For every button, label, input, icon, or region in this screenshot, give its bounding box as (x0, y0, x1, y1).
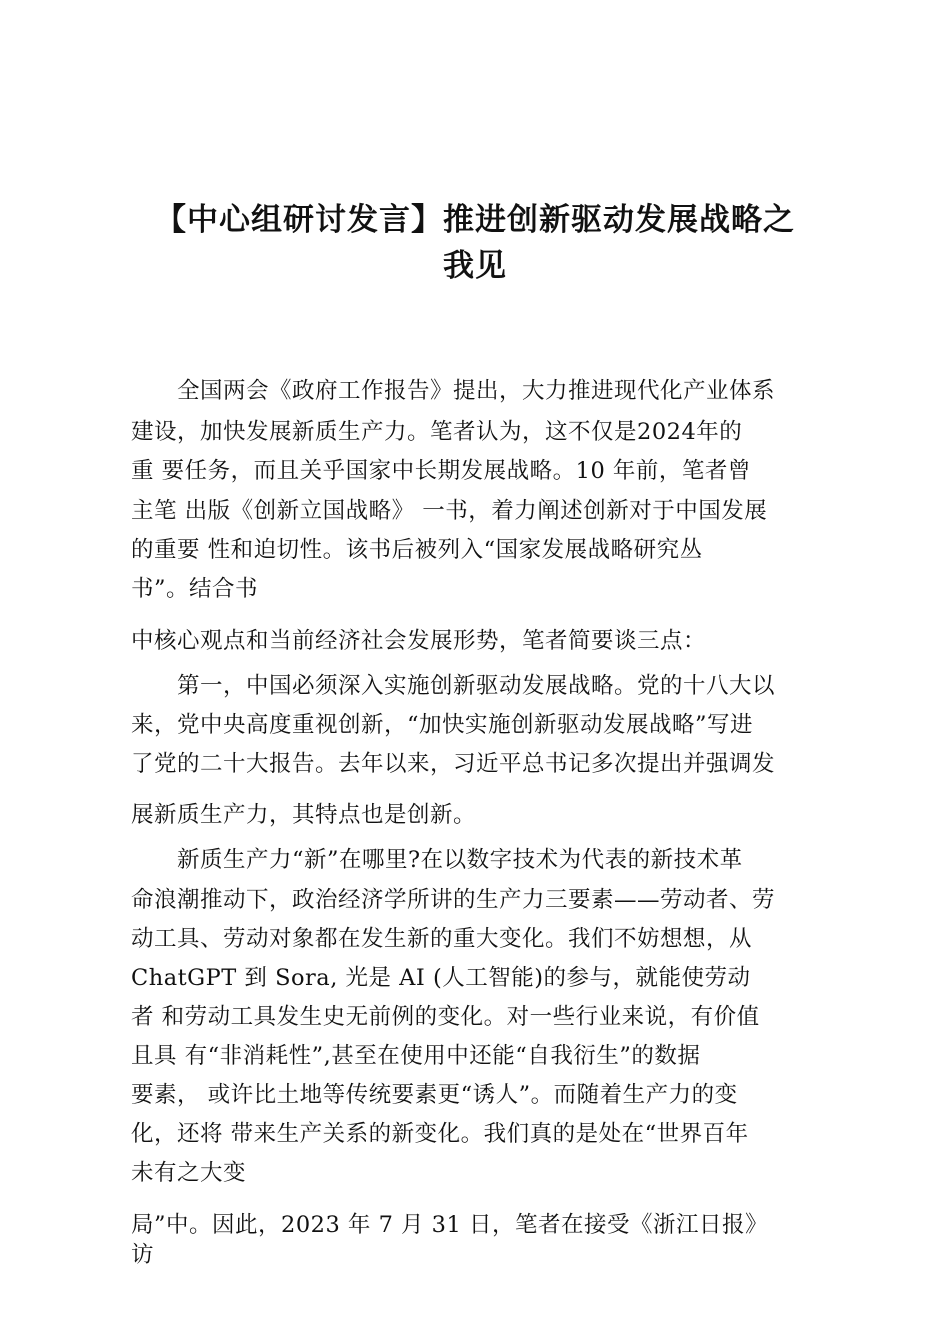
text-line: 未有之大变 (131, 1160, 247, 1186)
text-line: 展新质生产力，其特点也是创新。 (131, 802, 477, 828)
title-line-2: 我见 (443, 248, 507, 284)
text-line: ChatGPT 到 Sora, 光是 AI (人工智能)的参与，就能使劳动 (131, 965, 751, 991)
text-line: 中核心观点和当前经济社会发展形势，笔者简要谈三点： (131, 628, 707, 654)
text-line: 新质生产力“新”在哪里?在以数字技术为代表的新技术革 (131, 847, 743, 873)
text-line: 书”。结合书 (131, 576, 259, 602)
text-line: 主笔 出版《创新立国战略》 一书，着力阐述创新对于中国发展 (131, 498, 768, 524)
text-line: 了党的二十大报告。去年以来，习近平总书记多次提出并强调发 (131, 751, 776, 777)
text-line: 来，党中央高度重视创新，“加快实施创新驱动发展战略”写进 (131, 712, 754, 738)
text-line: 的重要 性和迫切性。该书后被列入“国家发展战略研究丛 (131, 537, 703, 563)
text-line: 局”中。因此，2023 年 7 月 31 日，笔者在接受《浙江日报》 (131, 1212, 768, 1238)
text-line: 要素， 或许比土地等传统要素更“诱人”。而随着生产力的变 (131, 1082, 738, 1108)
text-line: 化，还将 带来生产关系的新变化。我们真的是处在“世界百年 (131, 1121, 749, 1147)
text-line: 访 (131, 1242, 155, 1268)
text-line: 建设，加快发展新质生产力。笔者认为，这不仅是2024年的 (131, 419, 743, 445)
text-line: 者 和劳动工具发生史无前例的变化。对一些行业来说，有价值 (131, 1004, 760, 1030)
text-line: 第一，中国必须深入实施创新驱动发展战略。党的十八大以 (131, 673, 776, 699)
title-line-1: 【中心组研讨发言】推进创新驱动发展战略之 (155, 202, 795, 238)
text-line: 全国两会《政府工作报告》提出，大力推进现代化产业体系 (131, 378, 776, 404)
document-title (100, 197, 850, 289)
text-line: 动工具、劳动对象都在发生新的重大变化。我们不妨想想，从 (131, 926, 753, 952)
text-line: 命浪潮推动下，政治经济学所讲的生产力三要素——劳动者、劳 (131, 887, 776, 913)
text-line: 重 要任务，而且关乎国家中长期发展战略。10 年前，笔者曾 (131, 458, 751, 484)
text-line: 且具 有“非消耗性”,甚至在使用中还能“自我衍生”的数据 (131, 1043, 701, 1069)
